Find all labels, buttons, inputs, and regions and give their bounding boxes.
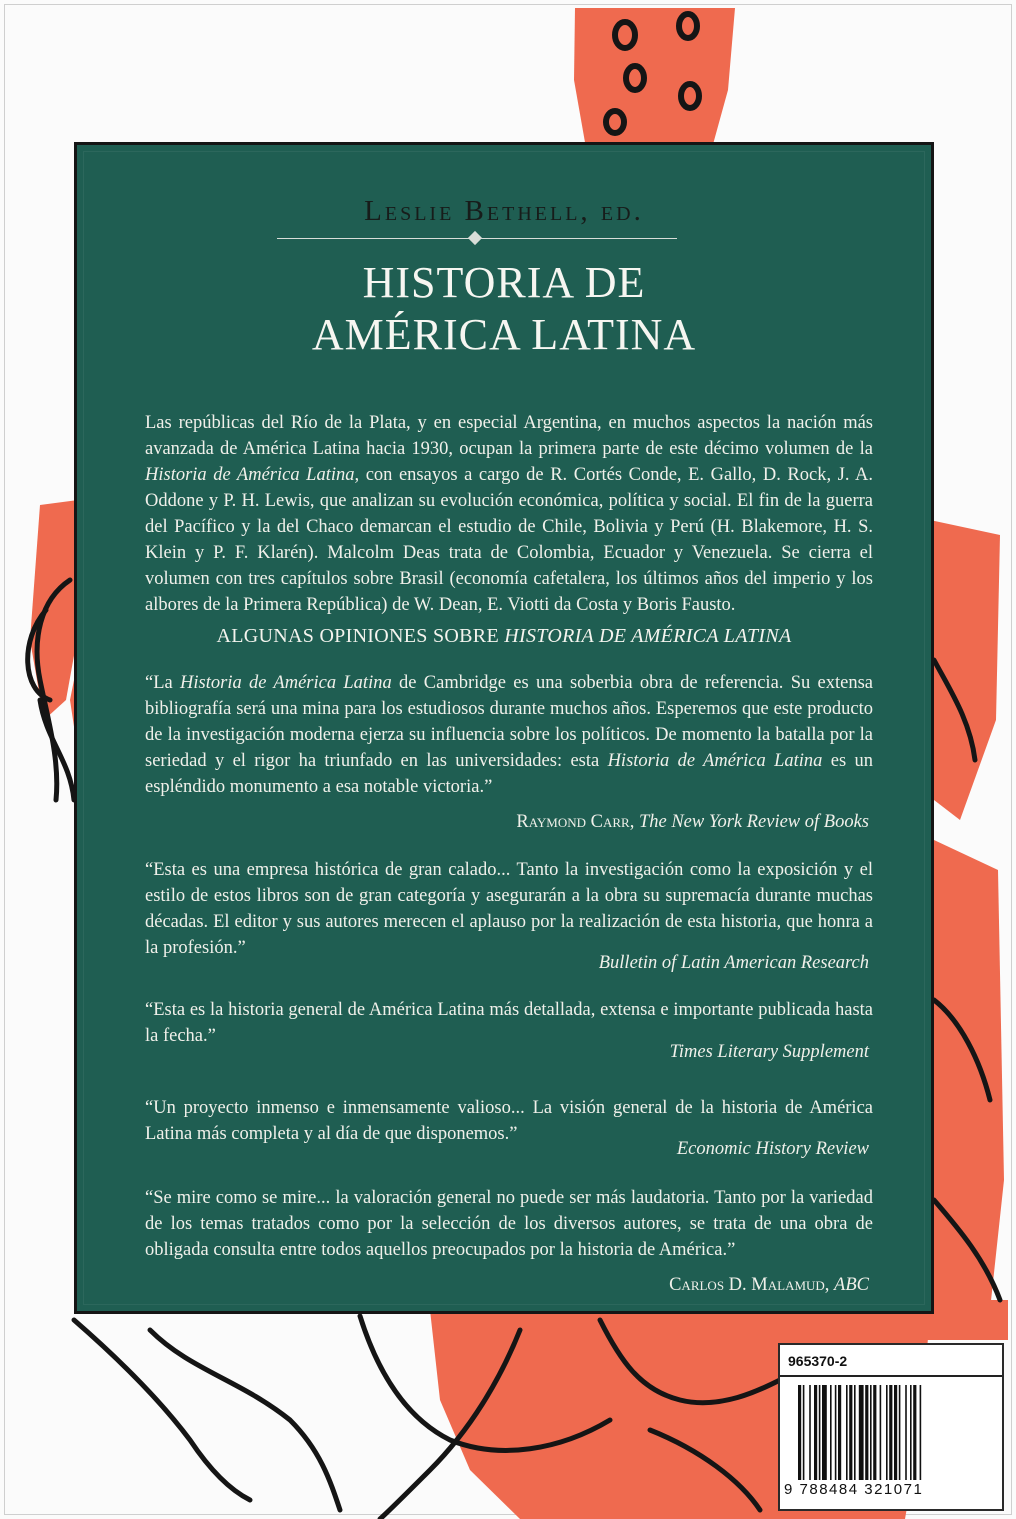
text-panel bbox=[74, 142, 934, 1314]
barcode-bars bbox=[798, 1385, 988, 1480]
review-quote: “Se mire como se mire... la valoración general no puede ser más laudatoria. Tanto por la variedad de los temas tratados como por la selección de los diversos autores, se trata de una obra de obligada consulta entre todos aquellos preocupados por la historia de América.” bbox=[145, 1188, 873, 1260]
review-quote: “Un proyecto inmenso e inmensamente valioso... La visión general de la historia de América Latina más completa y al día de que disponemos.” bbox=[145, 1098, 873, 1144]
isbn-digits: 9 788484 321071 bbox=[784, 1481, 924, 1498]
review-attribution: Times Literary Supplement bbox=[669, 1042, 869, 1062]
divider-ornament bbox=[468, 231, 482, 245]
editor-name: Leslie Bethell, ed. bbox=[364, 195, 644, 227]
isbn-barcode-label bbox=[778, 1343, 1004, 1511]
review-quote: “Esta es la historia general de América Latina más detallada, extensa e importante publicada hasta la fecha.” bbox=[145, 1000, 873, 1046]
review-quote: “Esta es una empresa histórica de gran calado... Tanto la investigación como la exposición y el estilo de estos libros son de gran categoría y asegurarán a la obra su supremacía durante muchas décadas. El editor y sus autores merecen el aplauso por la realización de esta historia, que honra a la profesión.” bbox=[145, 860, 873, 958]
opinions-heading: ALGUNAS OPINIONES SOBRE HISTORIA DE AMÉRICA LATINA bbox=[216, 625, 792, 647]
review-attribution: Bulletin of Latin American Research bbox=[598, 953, 869, 973]
book-title-line-2: AMÉRICA LATINA bbox=[311, 310, 697, 359]
product-code: 965370-2 bbox=[788, 1353, 848, 1369]
review-attribution: Carlos D. Malamud, ABC bbox=[669, 1275, 869, 1295]
review-quote: “La Historia de América Latina de Cambridge es una soberbia obra de referencia. Su extensa bibliografía será una mina para los estudiosos durante muchos años. Esperemos que este producto de la investigación moderna ejerza su influencia sobre los políticos. De momento la batalla por la seriedad y el rigor ha triunfado en las universidades: esta Historia de América Latina es un espléndido monumento a esa notable victoria.” bbox=[145, 673, 874, 797]
review-attribution: Economic History Review bbox=[676, 1139, 869, 1159]
book-title-line-1: HISTORIA DE bbox=[362, 258, 646, 307]
book-description: Las repúblicas del Río de la Plata, y en especial Argentina, en muchos aspectos la nación más avanzada de América Latina hacia 1930, ocupan la primera parte de este décimo volumen de la Historia de América Latina, con ensayos a cargo de R. Cortés Conde, E. Gallo, D. Rock, J. A. Oddone y P. H. Lewis, que analizan su evolución económica, política y social. El fin de la guerra del Pacífico y la del Chaco demarcan el estudio de Chile, Bolivia y Perú (H. Blakemore, H. S. Klein y P. F. Klarén). Malcolm Deas trata de Colombia, Ecuador y Venezuela. Se cierra el volumen con tres capítulos sobre Brasil (economía cafetalera, los últimos años del imperio y los albores de la Primera República) de W. Dean, E. Viotti da Costa y Boris Fausto. bbox=[145, 413, 874, 615]
review-attribution: Raymond Carr, The New York Review of Books bbox=[516, 812, 869, 832]
